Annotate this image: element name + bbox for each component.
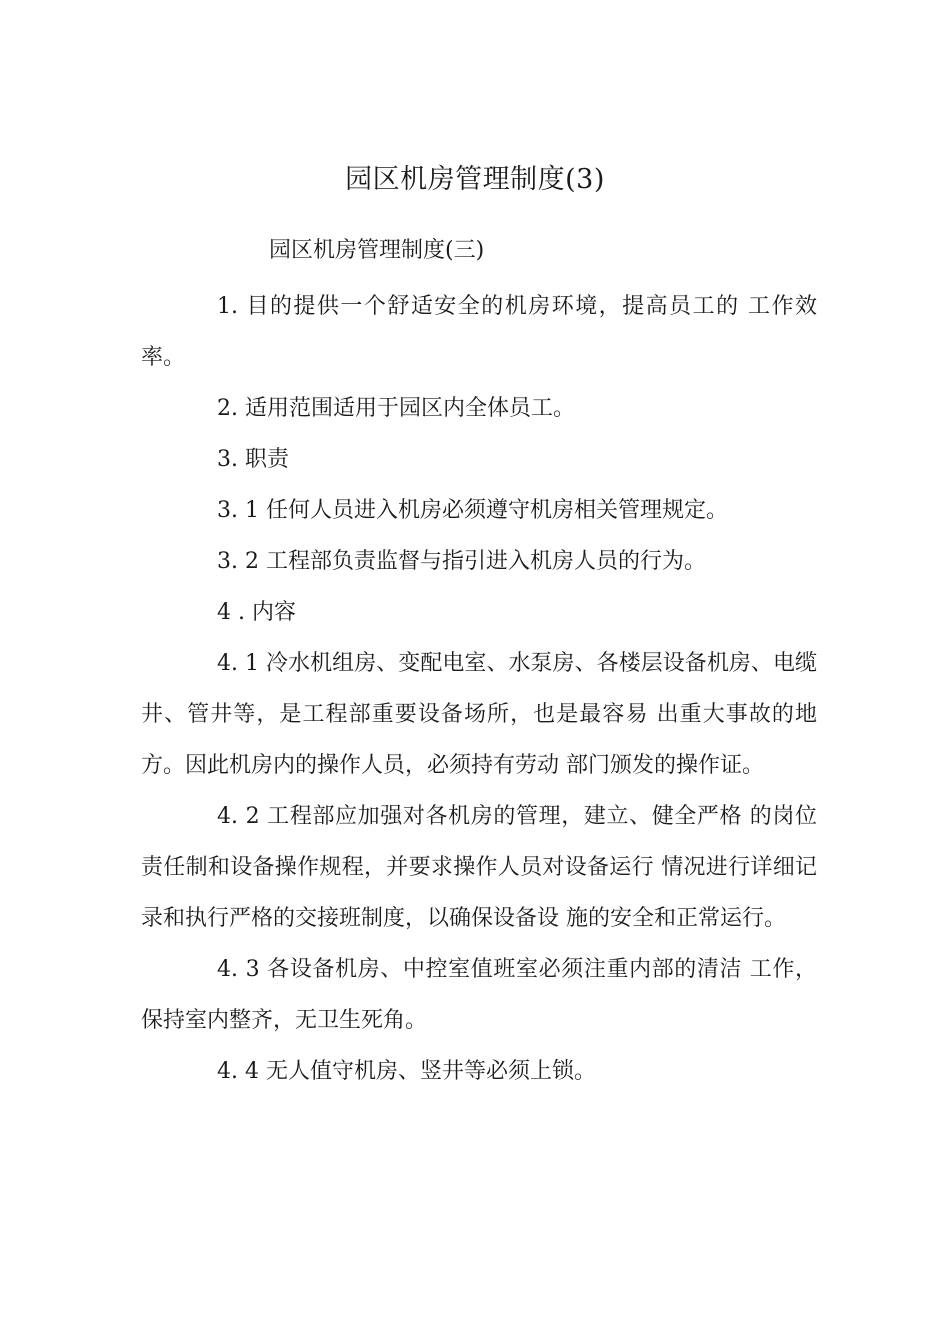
document-subtitle: 园区机房管理制度(三): [269, 238, 485, 263]
paragraph-purpose: 1. 目的提供一个舒适安全的机房环境，提高员工的 工作效率。: [141, 294, 817, 370]
document-body: [141, 281, 817, 1097]
document-title: 园区机房管理制度(3): [345, 164, 605, 195]
paragraph-3-2: 3. 2 工程部负责监督与指引进入机房人员的行为。: [217, 549, 706, 574]
paragraph-4-4: 4. 4 无人值守机房、竖井等必须上锁。: [217, 1059, 596, 1084]
paragraph-scope: 2. 适用范围适用于园区内全体员工。: [217, 396, 575, 421]
paragraph-4-1: 4. 1 冷水机组房、变配电室、水泵房、各楼层设备机房、电缆井、管井等，是工程部重要设备场所，也是最容易 出重大事故的地方。因此机房内的操作人员，必须持有劳动 部门颁发的操作证。: [141, 651, 817, 778]
paragraph-4-2: 4. 2 工程部应加强对各机房的管理，建立、健全严格 的岗位责任制和设备操作规程，并要求操作人员对设备运行 情况进行详细记录和执行严格的交接班制度，以确保设备设 施的安全和正常运行。: [141, 804, 817, 931]
paragraph-3-1: 3. 1 任何人员进入机房必须遵守机房相关管理规定。: [217, 498, 728, 523]
paragraph-responsibilities: 3. 职责: [217, 447, 289, 472]
paragraph-content: 4 . 内容: [217, 600, 296, 625]
paragraph-4-3: 4. 3 各设备机房、中控室值班室必须注重内部的清洁 工作，保持室内整齐，无卫生死角。: [141, 957, 817, 1033]
